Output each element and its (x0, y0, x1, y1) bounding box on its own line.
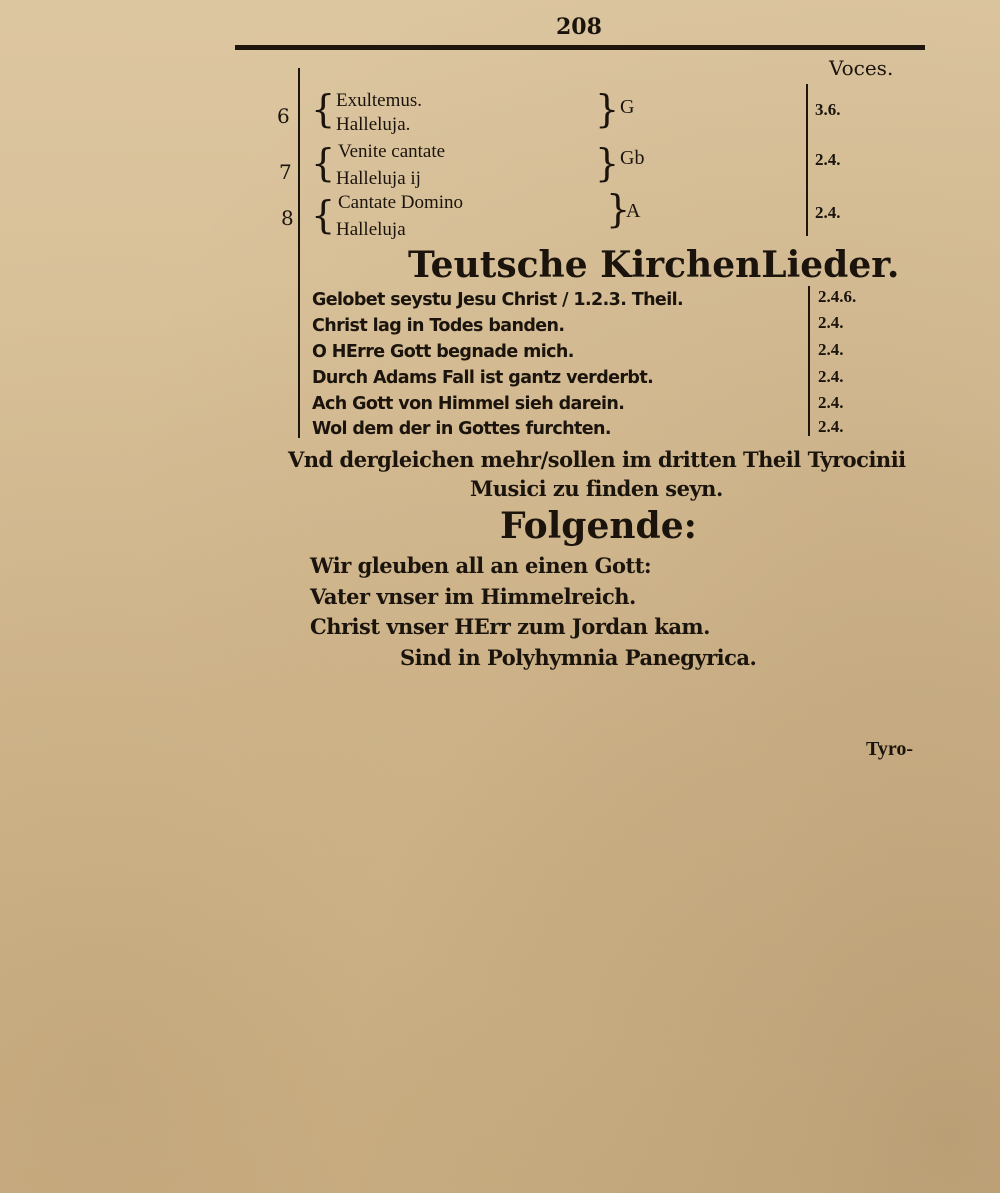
song-title: O HErre Gott begnade mich. (312, 342, 574, 362)
section-heading-following: Folgende: (500, 505, 697, 547)
entry-number: 8 (281, 206, 294, 230)
following-item: Wir gleuben all an einen Gott: (310, 553, 652, 578)
entry-title: Venite cantate (338, 141, 446, 162)
voices-column-rule-latin (806, 84, 808, 236)
left-brace: { (311, 87, 336, 131)
song-title: Wol dem der in Gottes furchten. (312, 419, 611, 439)
entry-response: Halleluja. (336, 114, 411, 135)
left-brace: { (311, 193, 336, 237)
song-voices: 2.4. (818, 367, 844, 386)
song-title: Gelobet seystu Jesu Christ / 1.2.3. Theil. (312, 290, 684, 310)
entry-title: Exultemus. (336, 90, 423, 111)
right-brace: } (595, 87, 620, 131)
entry-mode: A (626, 200, 641, 222)
header-rule (235, 45, 925, 50)
entry-title: Cantate Domino (338, 192, 464, 213)
page-number: 208 (556, 14, 602, 40)
song-voices: 2.4. (818, 417, 844, 436)
entry-voices: 3.6. (815, 100, 841, 119)
entry-number: 6 (277, 104, 290, 128)
section-heading-german: Teutsche KirchenLieder. (408, 244, 900, 286)
entry-voices: 2.4. (815, 150, 841, 169)
song-voices: 2.4. (818, 313, 844, 332)
song-title: Ach Gott von Himmel sieh darein. (312, 394, 625, 414)
entry-number: 7 (279, 160, 292, 184)
entry-response: Halleluja ij (336, 168, 421, 189)
song-title: Durch Adams Fall ist gantz verderbt. (312, 368, 654, 388)
following-item: Christ vnser HErr zum Jordan kam. (310, 614, 710, 639)
song-voices: 2.4. (818, 393, 844, 412)
entry-mode: G (620, 96, 635, 118)
entry-response: Halleluja (336, 219, 406, 240)
note-line-2: Musici zu finden seyn. (470, 476, 723, 501)
catchword: Tyro- (866, 738, 914, 760)
song-voices: 2.4. (818, 340, 844, 359)
song-voices: 2.4.6. (818, 287, 857, 306)
voices-column-rule-german (808, 286, 810, 436)
following-item: Vater vnser im Himmelreich. (310, 584, 636, 609)
voces-header: Voces. (829, 56, 894, 80)
right-brace: } (595, 141, 620, 185)
entry-mode: Gb (620, 147, 645, 169)
note-line-1: Vnd dergleichen mehr/sollen im dritten Theil Tyrocinii (288, 447, 906, 472)
left-margin-rule (298, 68, 300, 438)
song-title: Christ lag in Todes banden. (312, 316, 565, 336)
entry-voices: 2.4. (815, 203, 841, 222)
right-brace: } (606, 187, 631, 231)
left-brace: { (311, 141, 336, 185)
source-note: Sind in Polyhymnia Panegyrica. (400, 645, 757, 670)
